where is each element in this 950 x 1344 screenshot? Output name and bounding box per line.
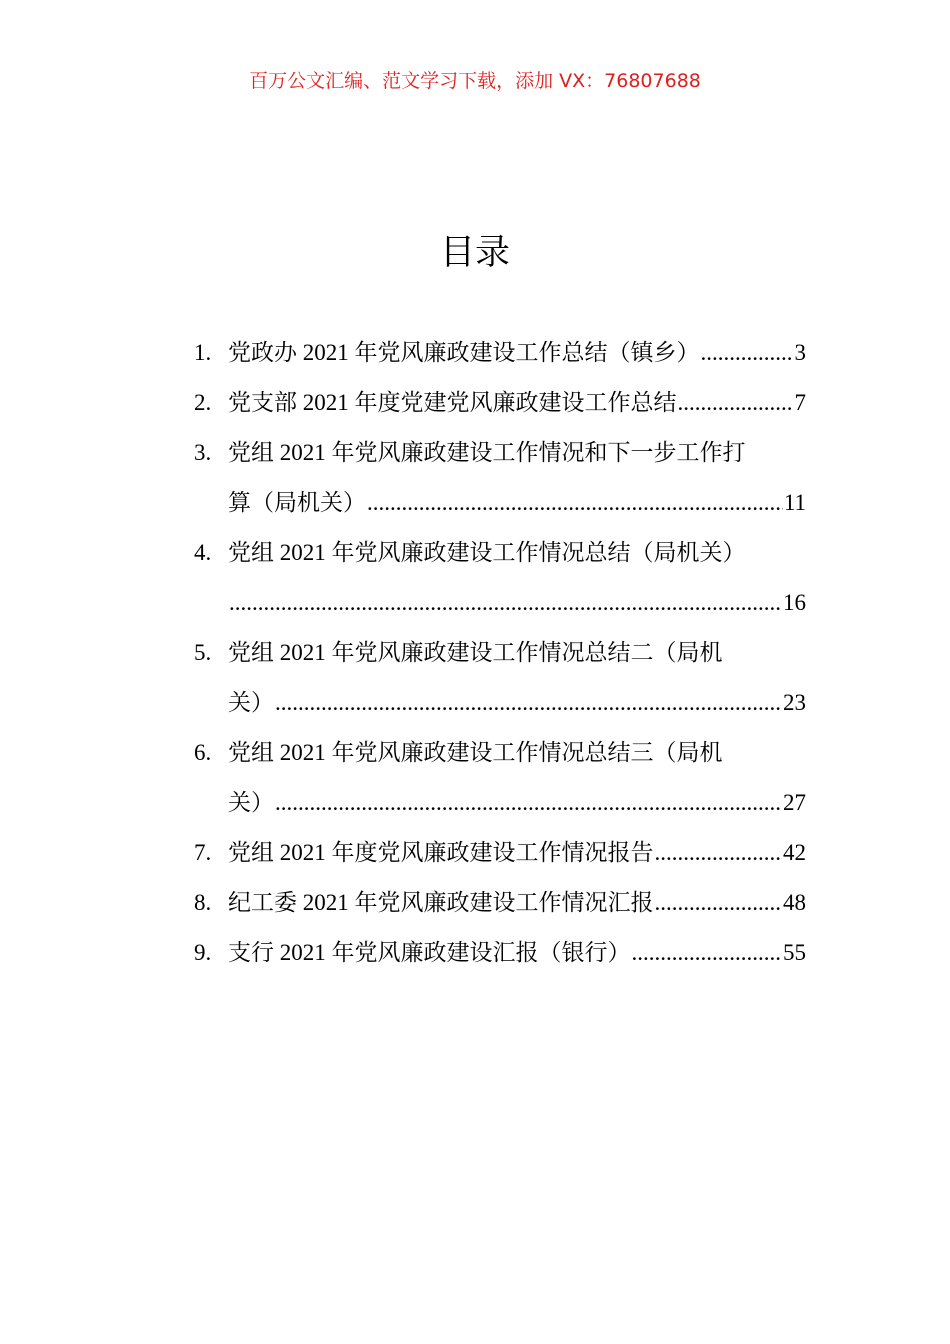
toc-leader-dots (678, 378, 794, 428)
toc-entry-number: 3. (194, 440, 212, 465)
toc-entry-title-continued: 算（局机关） (228, 490, 366, 515)
toc-leader-dots (632, 928, 783, 978)
toc-entry-number: 6. (194, 740, 212, 765)
toc-entry[interactable] (194, 828, 806, 878)
toc-leader-dots (275, 678, 782, 728)
toc-page-number: 55 (783, 940, 806, 965)
toc-entry-title-continued: 关） (228, 690, 274, 715)
toc-entry[interactable] (194, 628, 806, 728)
toc-entry[interactable] (194, 428, 806, 528)
toc-entry-title: 党组 2021 年党风廉政建设工作情况总结二（局机 (228, 640, 723, 665)
toc-leader-dots (367, 478, 783, 528)
watermark-header: 百万公文汇编、范文学习下载，添加 VX：76807688 (249, 70, 701, 92)
toc-entry-number: 9. (194, 940, 212, 965)
toc-entry[interactable] (194, 528, 806, 628)
toc-entry[interactable] (194, 728, 806, 828)
toc-page-number: 23 (783, 690, 806, 715)
toc-page-number: 42 (783, 840, 806, 865)
table-of-contents (194, 328, 806, 978)
toc-leader-dots (701, 328, 794, 378)
toc-page-number: 11 (783, 490, 806, 515)
toc-entry-title: 党政办 2021 年党风廉政建设工作总结（镇乡） (228, 340, 700, 365)
toc-page-number: 7 (794, 390, 806, 415)
toc-entry-number: 5. (194, 640, 212, 665)
toc-entry-number: 1. (194, 340, 212, 365)
toc-entry-number: 7. (194, 840, 212, 865)
toc-leader-dots (275, 778, 782, 828)
toc-leader-dots (229, 578, 782, 628)
toc-entry-title: 党组 2021 年党风廉政建设工作情况总结（局机关） (228, 540, 746, 565)
toc-entry-title: 党组 2021 年党风廉政建设工作情况和下一步工作打 (228, 440, 746, 465)
toc-entry[interactable] (194, 378, 806, 428)
toc-entry-title: 党支部 2021 年度党建党风廉政建设工作总结 (228, 390, 677, 415)
page-title: 目录 (439, 233, 510, 273)
toc-entry-title-continued: 关） (228, 790, 274, 815)
toc-leader-dots (655, 878, 783, 928)
toc-page-number: 27 (783, 790, 806, 815)
toc-leader-dots (655, 828, 783, 878)
toc-entry[interactable] (194, 878, 806, 928)
toc-entry[interactable] (194, 928, 806, 978)
toc-entry-title: 党组 2021 年党风廉政建设工作情况总结三（局机 (228, 740, 723, 765)
toc-page-number: 3 (794, 340, 806, 365)
toc-page-number: 16 (783, 590, 806, 615)
toc-entry-number: 8. (194, 890, 212, 915)
toc-entry-number: 4. (194, 540, 212, 565)
toc-entry-title: 纪工委 2021 年党风廉政建设工作情况汇报 (228, 890, 654, 915)
toc-entry-number: 2. (194, 390, 212, 415)
toc-entry-title: 支行 2021 年党风廉政建设汇报（银行） (228, 940, 631, 965)
toc-entry-title: 党组 2021 年度党风廉政建设工作情况报告 (228, 840, 654, 865)
toc-entry[interactable] (194, 328, 806, 378)
toc-page-number: 48 (783, 890, 806, 915)
